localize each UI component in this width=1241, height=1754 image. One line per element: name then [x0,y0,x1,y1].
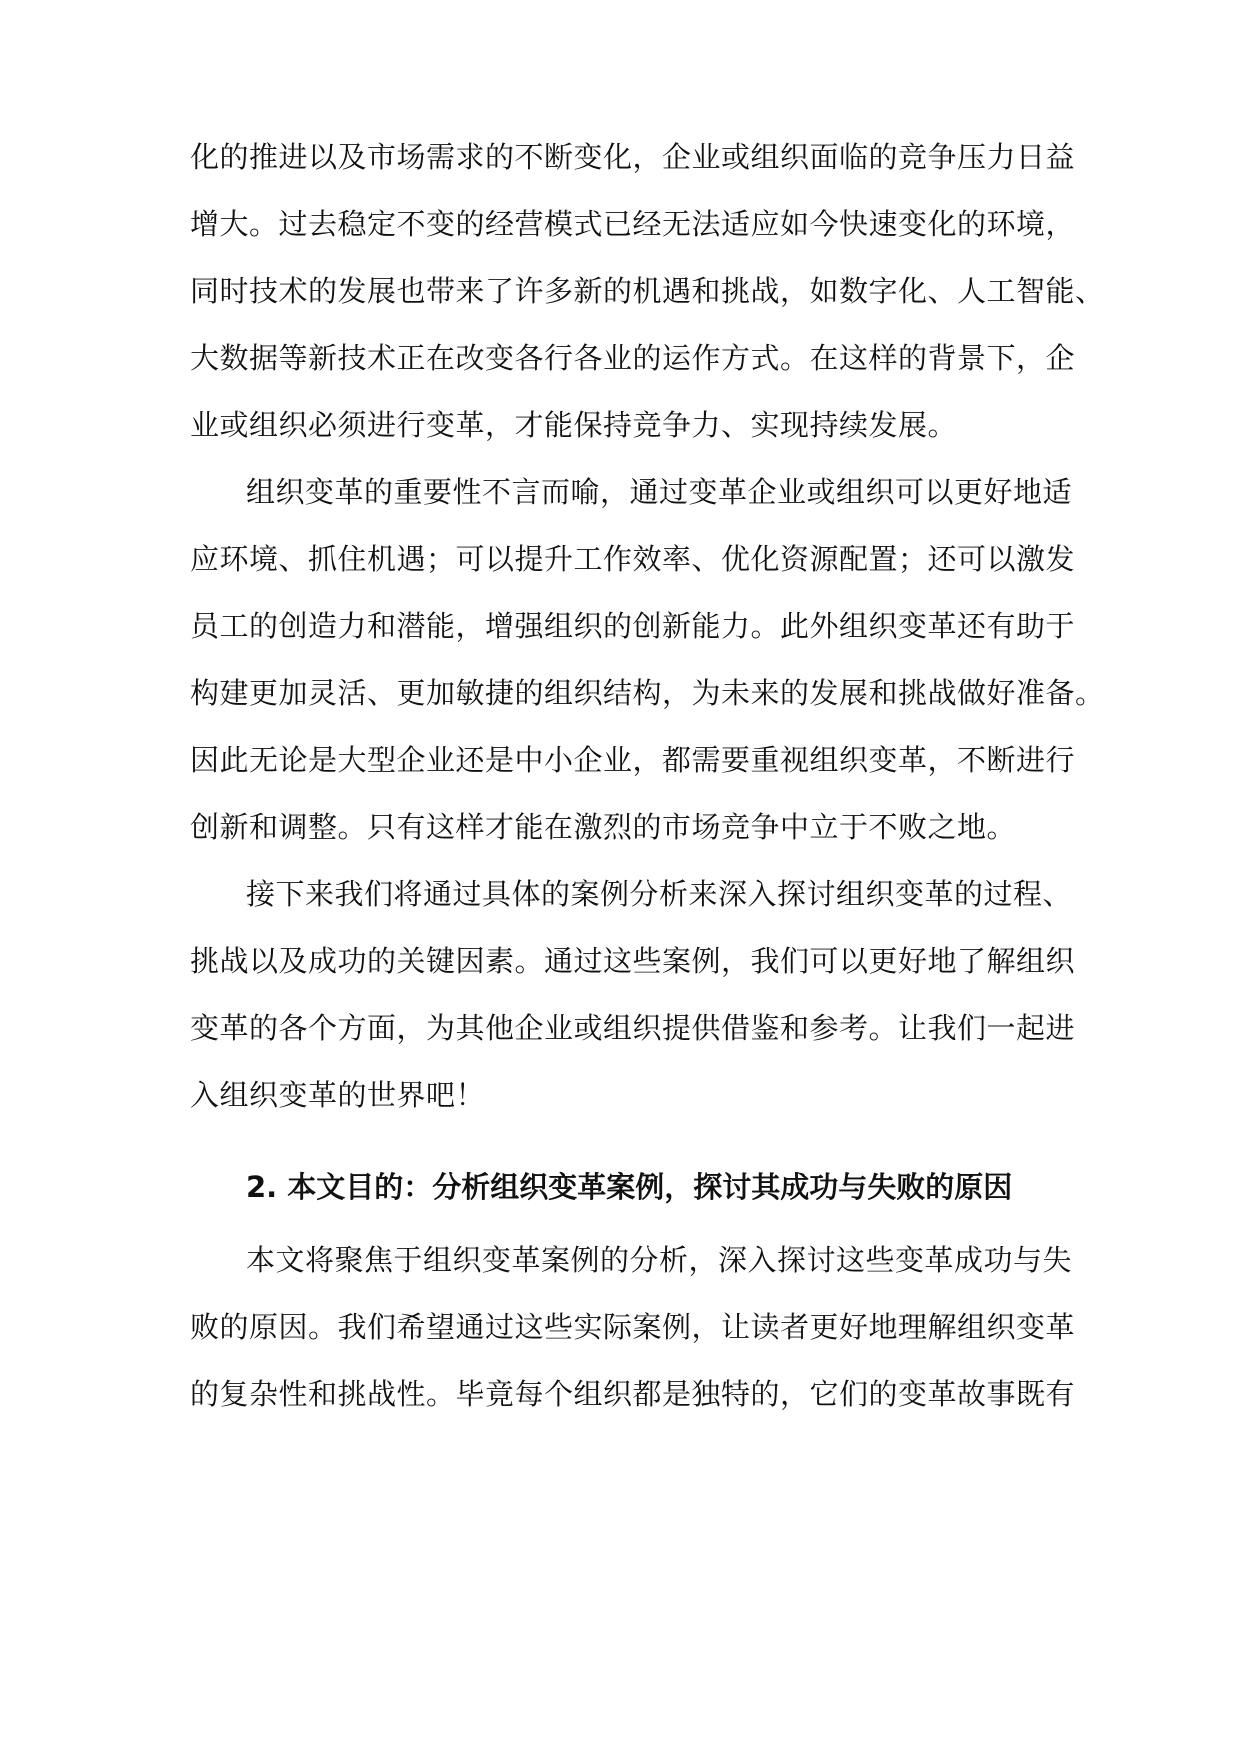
paragraph-3-line-1: 接下来我们将通过具体的案例分析来深入探讨组织变革的过程、 [246,877,1073,911]
paragraph-2-line-5: 因此无论是大型企业还是中小企业，都需要重视组织变革，不断进行 [190,743,1076,777]
paragraph-3-line-2: 挑战以及成功的关键因素。通过这些案例，我们可以更好地了解组织 [190,944,1076,978]
paragraph-4-line-3: 的复杂性和挑战性。毕竟每个组织都是独特的，它们的变革故事既有 [190,1377,1076,1411]
paragraph-2-line-4: 构建更加灵活、更加敏捷的组织结构，为未来的发展和挑战做好准备。 [190,676,1105,710]
paragraph-1-line-3: 同时技术的发展也带来了许多新的机遇和挑战，如数字化、人工智能、 [190,274,1105,308]
paragraph-1-line-1: 化的推进以及市场需求的不断变化，企业或组织面临的竞争压力日益 [190,140,1076,174]
paragraph-3-line-3: 变革的各个方面，为其他企业或组织提供借鉴和参考。让我们一起进 [190,1011,1076,1045]
paragraph-3-line-4: 入组织变革的世界吧！ [190,1078,486,1112]
paragraph-2-line-3: 员工的创造力和潜能，增强组织的创新能力。此外组织变革还有助于 [190,609,1076,643]
paragraph-2-line-1: 组织变革的重要性不言而喻，通过变革企业或组织可以更好地适 [246,475,1073,509]
paragraph-4-line-1: 本文将聚焦于组织变革案例的分析，深入探讨这些变革成功与失 [246,1243,1073,1277]
paragraph-2-line-2: 应环境、抓住机遇；可以提升工作效率、优化资源配置；还可以激发 [190,542,1076,576]
paragraph-1-line-5: 业或组织必须进行变革，才能保持竞争力、实现持续发展。 [190,408,958,442]
paragraph-2-line-6: 创新和调整。只有这样才能在激烈的市场竞争中立于不败之地。 [190,810,1017,844]
section-2-heading: 2. 本文目的：分析组织变革案例，探讨其成功与失败的原因 [246,1170,1013,1204]
paragraph-4-line-2: 败的原因。我们希望通过这些实际案例，让读者更好地理解组织变革 [190,1310,1076,1344]
paragraph-1-line-2: 增大。过去稳定不变的经营模式已经无法适应如今快速变化的环境， [190,207,1076,241]
paragraph-1-line-4: 大数据等新技术正在改变各行各业的运作方式。在这样的背景下，企 [190,341,1076,375]
